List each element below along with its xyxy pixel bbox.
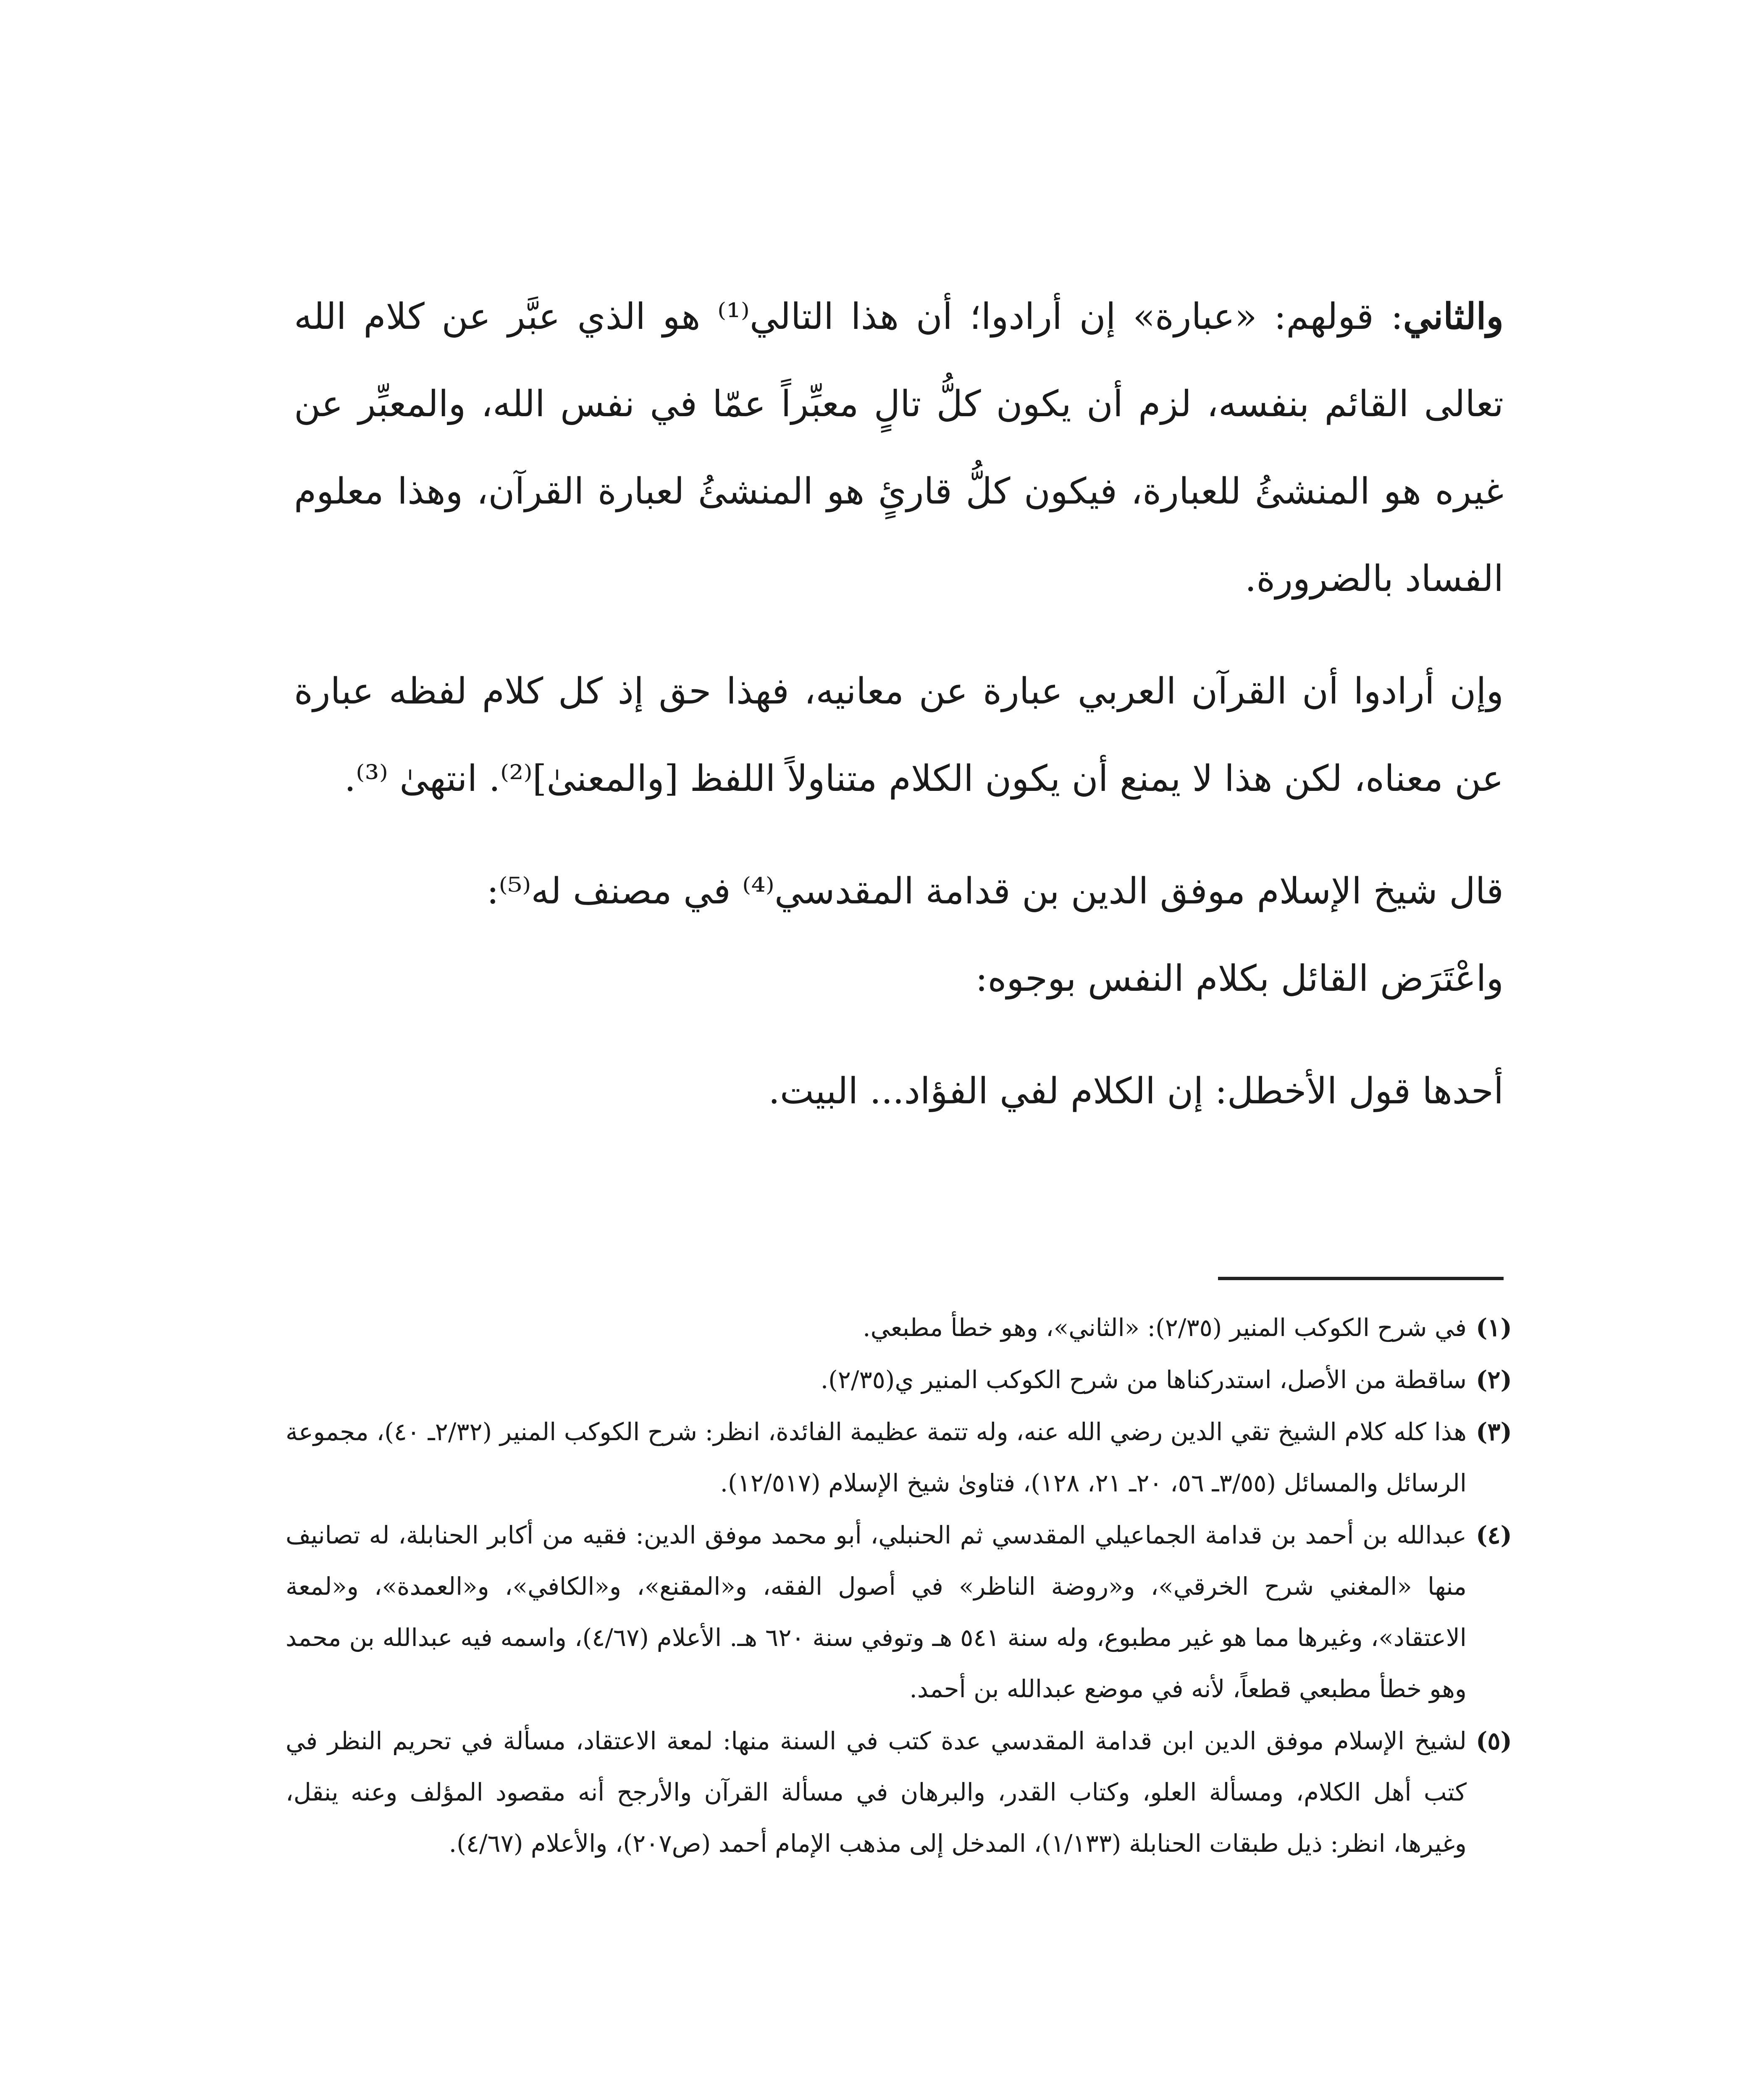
- footnote-number: (٤): [1475, 1521, 1512, 1549]
- paragraph-1-text: : قولهم: «عبارة» إن أرادوا؛ أن هذا التالي⁽¹⁾ هو الذي عبَّر عن كلام الله تعالى القائم بنفسه، لزم أن يكون كلُّ تالٍ معبِّراً عمّا في نفس الله، والمعبِّر عن غيره هو المنشئُ للعبارة، فيكون كلُّ قارئٍ هو المنشئُ لعبارة القرآن، وهذا معلوم الفساد بالضرورة.: [294, 296, 1504, 600]
- footnote-text: في شرح الكوكب المنير (٢/٣٥): «الثاني»، وهو خطأ مطبعي.: [863, 1313, 1467, 1342]
- footnote-4: [286, 1509, 1512, 1714]
- footnote-number: (٣): [1475, 1418, 1512, 1446]
- footnote-5: [286, 1715, 1512, 1869]
- footnotes: [286, 1302, 1512, 1870]
- paragraph-1-lead: والثاني: [1403, 295, 1504, 338]
- paragraph-4: أحدها قول الأخطل: إن الكلام لفي الفؤاد... البيت.: [768, 1070, 1504, 1112]
- footnote-text: هذا كله كلام الشيخ تقي الدين رضي الله عنه، وله تتمة عظيمة الفائدة، انظر: شرح الكوكب المنير (٢/٣٢ـ ٤٠)، مجموعة الرسائل والمسائل (٣/٥٥ـ ٥٦، ٢٠ـ ٢١، ١٢٨)، فتاوىٰ شيخ الإسلام (١٢/٥١٧).: [286, 1418, 1467, 1497]
- footnote-text: عبدالله بن أحمد بن قدامة الجماعيلي المقدسي ثم الحنبلي، أبو محمد موفق الدين: فقيه من أكابر الحنابلة، له تصانيف منها «المغني شرح الخرقي»، و«روضة الناظر» في أصول الفقه، و«المقنع»، و«الكافي»، و«العمدة»، و«لمعة الاعتقاد»، وغيرها مما هو غير مطبوع، وله سنة ٥٤١ هـ وتوفي سنة ٦٢٠ هـ. الأعلام (٤/٦٧)، واسمه فيه عبدالله بن محمد وهو خطأ مطبعي قطعاً، لأنه في موضع عبدالله بن أحمد.: [286, 1521, 1467, 1703]
- footnote-text: لشيخ الإسلام موفق الدين ابن قدامة المقدسي عدة كتب في السنة منها: لمعة الاعتقاد، مسألة في تحريم النظر في كتب أهل الكلام، ومسألة العلو، وكتاب القدر، والبرهان في مسألة القرآن والأرجح أنه مقصود المؤلف وعنه ينقل، وغيرها، انظر: ذيل طبقات الحنابلة (١/١٣٣)، المدخل إلى مذهب الإمام أحمد (ص٢٠٧)، والأعلام (٤/٦٧).: [286, 1727, 1467, 1858]
- footnote-number: (٢): [1475, 1365, 1512, 1394]
- footnote-number: (٥): [1475, 1727, 1512, 1755]
- footnote-2: [286, 1354, 1512, 1405]
- paragraph-3-line-1: قال شيخ الإسلام موفق الدين بن قدامة المقدسي⁽⁴⁾ في مصنف له⁽⁵⁾:: [486, 870, 1504, 912]
- footnote-text: ساقطة من الأصل، استدركناها من شرح الكوكب المنير ي(٢/٣٥).: [820, 1365, 1467, 1394]
- paragraph-1: [294, 273, 1504, 622]
- paragraph-2: وإن أرادوا أن القرآن العربي عبارة عن معانيه، فهذا حق إذ كل كلام لفظه عبارة عن معناه، لكن هذا لا يمنع أن يكون الكلام متناولاً اللفظ [والمعنىٰ]⁽²⁾. انتهىٰ ⁽³⁾.: [294, 670, 1504, 800]
- paragraph-3-line-2: واعْتَرَض القائل بكلام النفس بوجوه:: [975, 958, 1504, 1000]
- main-text: [294, 273, 1504, 1135]
- footnote-1: [286, 1302, 1512, 1353]
- footnote-separator: [1218, 1277, 1504, 1280]
- footnote-number: (١): [1475, 1313, 1512, 1342]
- footnote-3: [286, 1406, 1512, 1509]
